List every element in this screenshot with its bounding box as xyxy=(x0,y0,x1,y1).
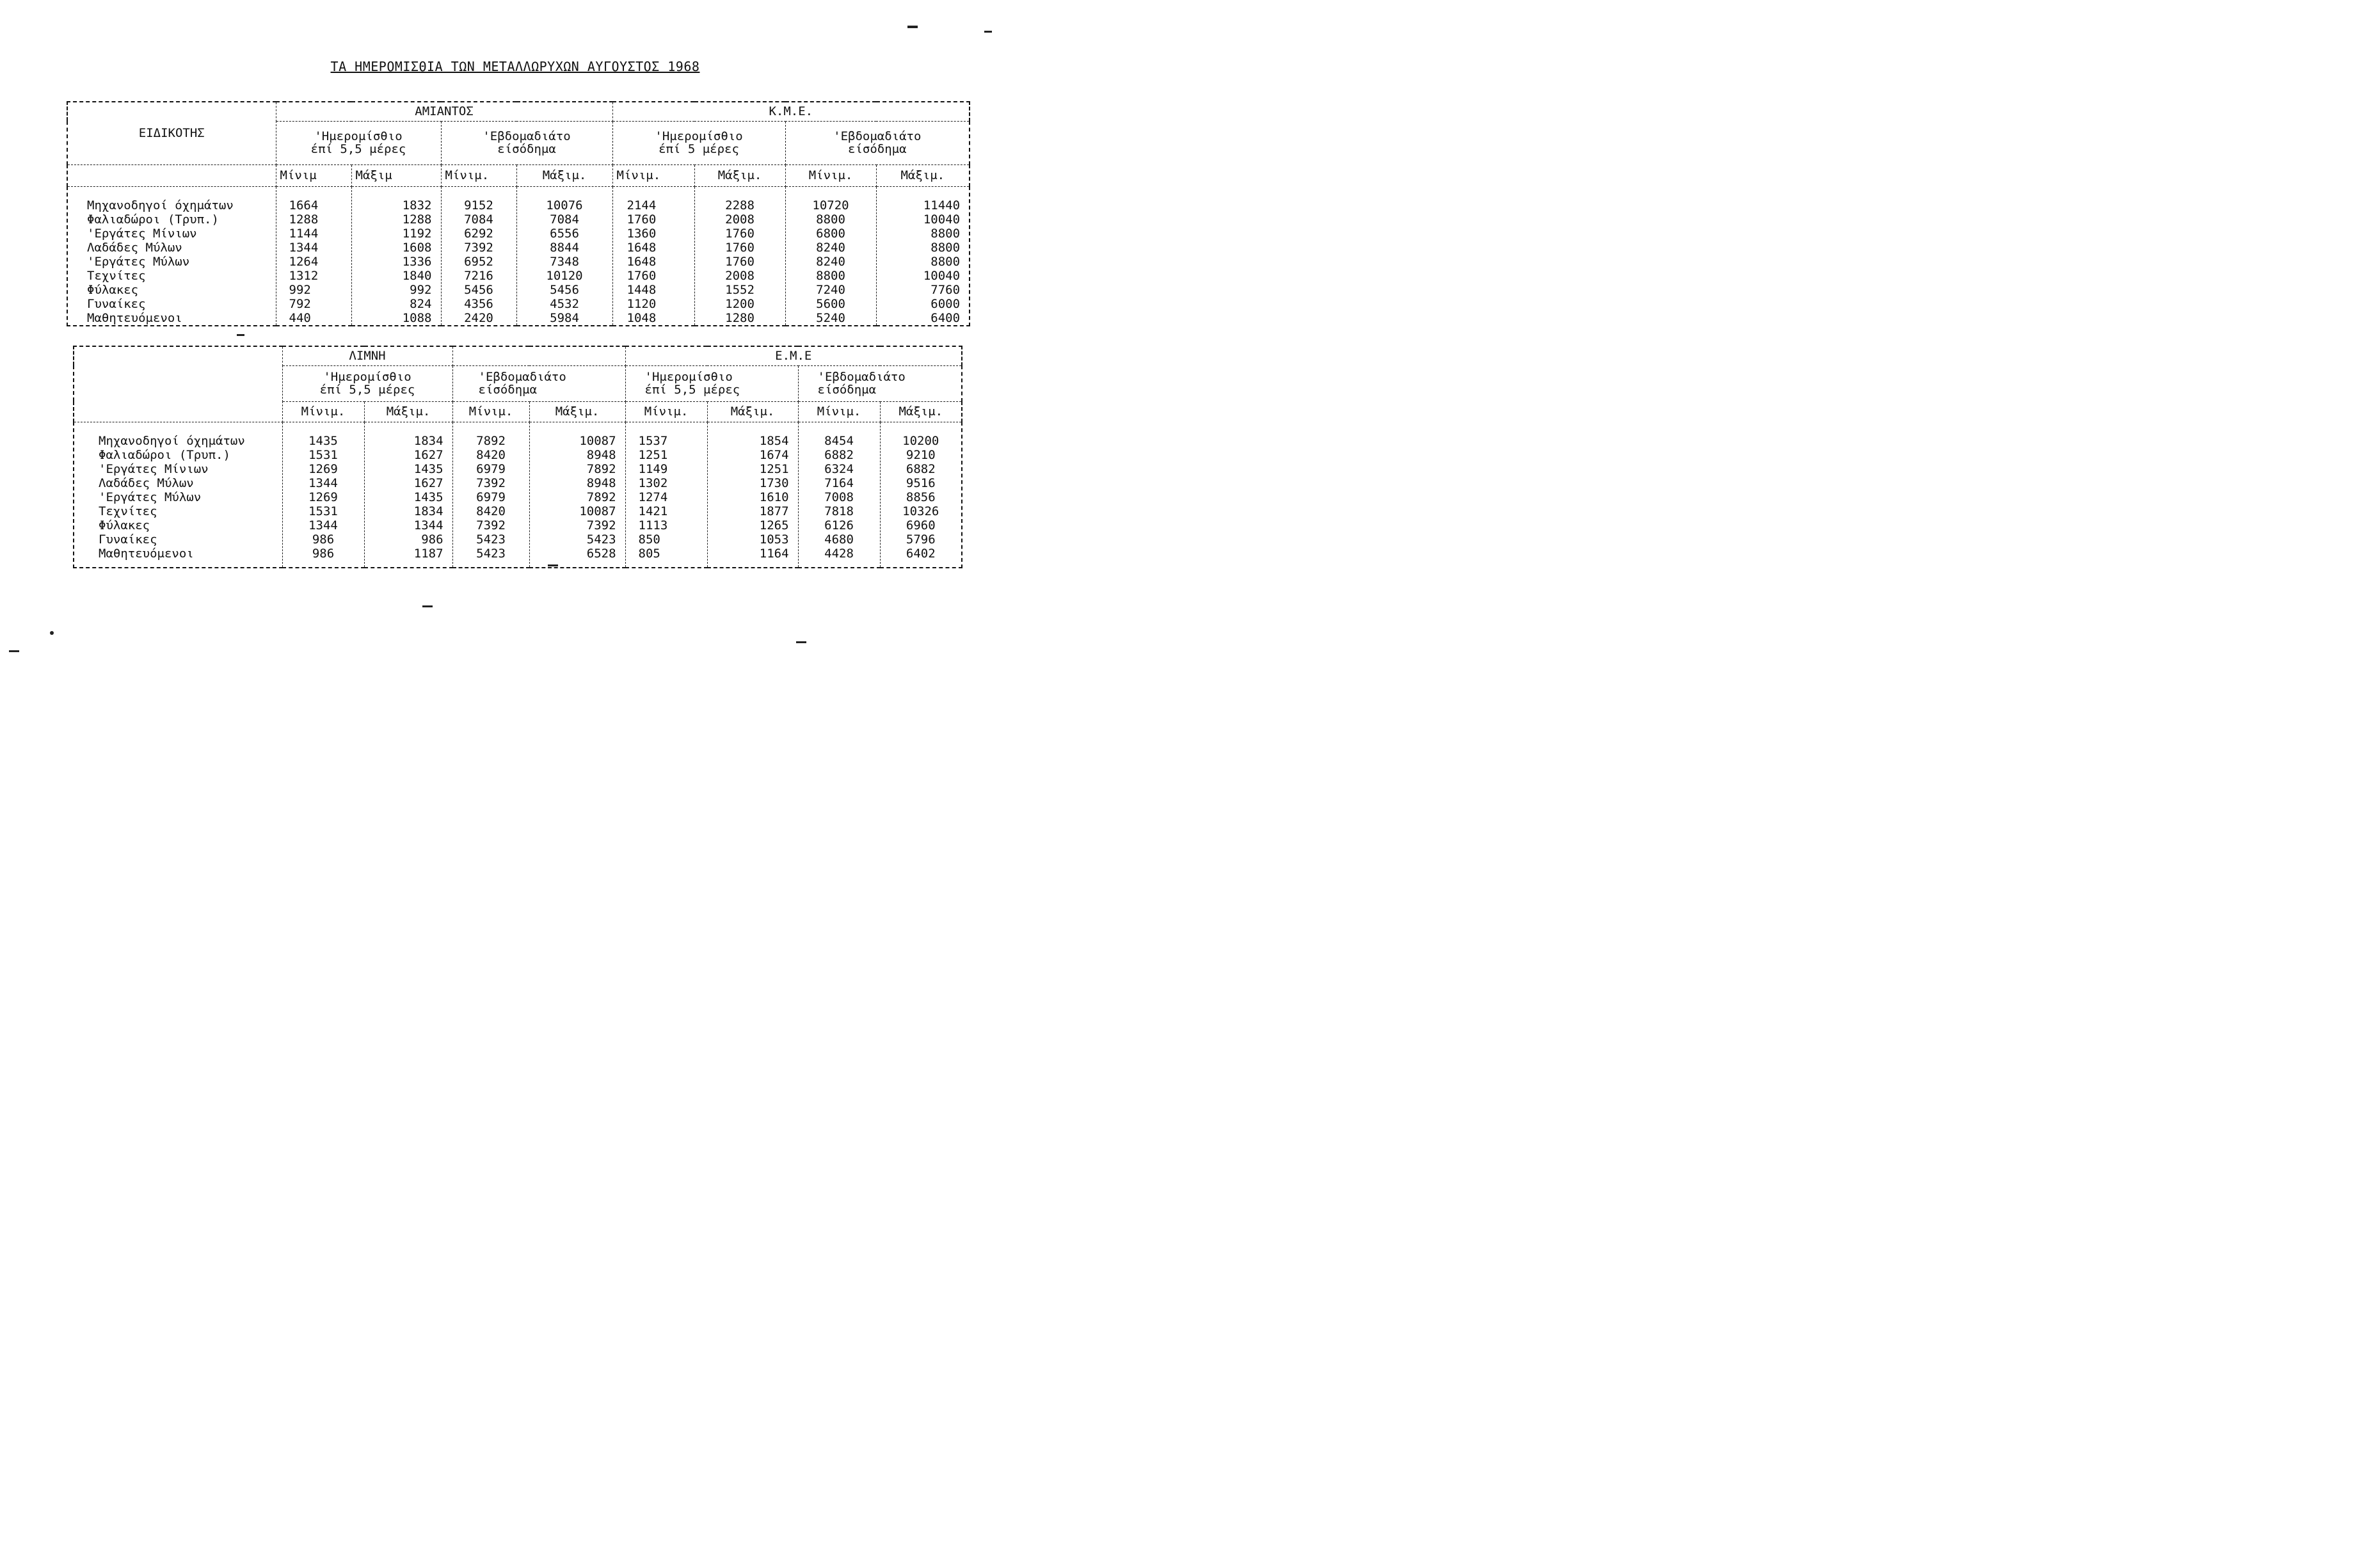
min-header: Μίνιμ. xyxy=(798,401,880,422)
scan-speck xyxy=(548,564,558,566)
max-header: Μάξιμ. xyxy=(516,164,612,186)
max-header: Μάξιμ. xyxy=(880,401,962,422)
specialty-list: Μηχανοδηγοί όχημάτων Φαλιαδώροι (Τρυπ.) 'Εργάτες Μίνιων Λαδάδες Μύλων 'Εργάτες Μύλων Τεχνίτες Φύλακες Γυναίκες Μαθητευόμενοι xyxy=(67,186,276,326)
value-column: 2288 2008 1760 1760 1760 2008 1552 1200 1280 xyxy=(694,186,785,326)
value-column: 10087 8948 7892 8948 7892 10087 7392 5423 6528 xyxy=(529,422,625,568)
value-column: 2144 1760 1360 1648 1648 1760 1448 1120 1048 xyxy=(612,186,694,326)
weekly-income-header: 'Εβδομαδιάτο είσόδημα xyxy=(798,365,962,401)
weekly-income-header: 'Εβδομαδιάτο είσόδημα xyxy=(452,365,625,401)
scan-speck xyxy=(50,631,54,635)
value-column: 7892 8420 6979 7392 6979 8420 7392 5423 5423 xyxy=(452,422,529,568)
daily-wage-header: 'Ημερομίσθιο έπί 5,5 μέρες xyxy=(625,365,798,401)
value-column: 10200 9210 6882 9516 8856 10326 6960 5796 6402 xyxy=(880,422,962,568)
max-header: Μάξιμ. xyxy=(364,401,452,422)
wages-table-2 xyxy=(73,346,962,568)
min-header: Μίνιμ. xyxy=(452,401,529,422)
group-name-limni: ΛΙΜΝΗ xyxy=(282,346,452,365)
min-header: Μίνιμ. xyxy=(625,401,707,422)
max-header: Μάξιμ xyxy=(351,164,441,186)
weekly-income-header: 'Εβδομαδιάτο είσόδημα xyxy=(785,121,970,164)
scan-speck xyxy=(422,605,433,607)
empty-cell xyxy=(452,346,625,365)
specialty-header: ΕΙΔΙΚΟΤΗΣ xyxy=(67,102,276,164)
value-column: 8454 6882 6324 7164 7008 7818 6126 4680 4428 xyxy=(798,422,880,568)
value-column: 10720 8800 6800 8240 8240 8800 7240 5600 5240 xyxy=(785,186,876,326)
min-header: Μίνιμ. xyxy=(282,401,364,422)
weekly-income-header: 'Εβδομαδιάτο είσόδημα xyxy=(441,121,612,164)
wages-table-1 xyxy=(67,101,970,326)
min-header: Μίνιμ. xyxy=(441,164,516,186)
empty-cell xyxy=(67,164,276,186)
document-title: ΤΑ ΗΜΕΡΟΜΙΣΘΙΑ ΤΩΝ ΜΕΤΑΛΛΩΡΥΧΩΝ ΑΥΓΟΥΣΤΟΣ 1968 xyxy=(330,59,700,74)
value-column: 1435 1531 1269 1344 1269 1531 1344 986 986 xyxy=(282,422,364,568)
scan-speck xyxy=(796,641,806,643)
empty-cell xyxy=(74,346,282,422)
group-name-eme: Ε.Μ.Ε xyxy=(625,346,962,365)
scan-speck xyxy=(237,334,244,336)
daily-wage-header: 'Ημερομίσθιο έπί 5,5 μέρες xyxy=(282,365,452,401)
value-column: 1854 1674 1251 1730 1610 1877 1265 1053 1164 xyxy=(707,422,798,568)
value-column: 1832 1288 1192 1608 1336 1840 992 824 1088 xyxy=(351,186,441,326)
value-column: 1664 1288 1144 1344 1264 1312 992 792 440 xyxy=(276,186,351,326)
daily-wage-header: 'Ημερομίσθιο έπί 5,5 μέρες xyxy=(276,121,441,164)
scan-speck xyxy=(907,26,918,28)
daily-wage-header: 'Ημερομίσθιο έπί 5 μέρες xyxy=(612,121,785,164)
max-header: Μάξιμ. xyxy=(707,401,798,422)
max-header: Μάξιμ. xyxy=(529,401,625,422)
value-column: 10076 7084 6556 8844 7348 10120 5456 4532 5984 xyxy=(516,186,612,326)
scan-speck xyxy=(984,31,992,33)
value-column: 11440 10040 8800 8800 8800 10040 7760 6000 6400 xyxy=(876,186,970,326)
value-column: 1537 1251 1149 1302 1274 1421 1113 850 805 xyxy=(625,422,707,568)
value-column: 9152 7084 6292 7392 6952 7216 5456 4356 2420 xyxy=(441,186,516,326)
scan-speck xyxy=(9,650,19,652)
min-header: Μίνιμ. xyxy=(785,164,876,186)
value-column: 1834 1627 1435 1627 1435 1834 1344 986 1187 xyxy=(364,422,452,568)
group-name-kme: Κ.Μ.Ε. xyxy=(612,102,970,121)
group-name-amiantos: ΑΜΙΑΝΤΟΣ xyxy=(276,102,612,121)
max-header: Μάξιμ. xyxy=(694,164,785,186)
min-header: Μίνιμ xyxy=(276,164,351,186)
max-header: Μάξιμ. xyxy=(876,164,970,186)
min-header: Μίνιμ. xyxy=(612,164,694,186)
specialty-list: Μηχανοδηγοί όχημάτων Φαλιαδώροι (Τρυπ.) 'Εργάτες Μίνιων Λαδάδες Μύλων 'Εργάτες Μύλων Τεχνίτες Φύλακες Γυναίκες Μαθητευόμενοι xyxy=(74,422,282,568)
